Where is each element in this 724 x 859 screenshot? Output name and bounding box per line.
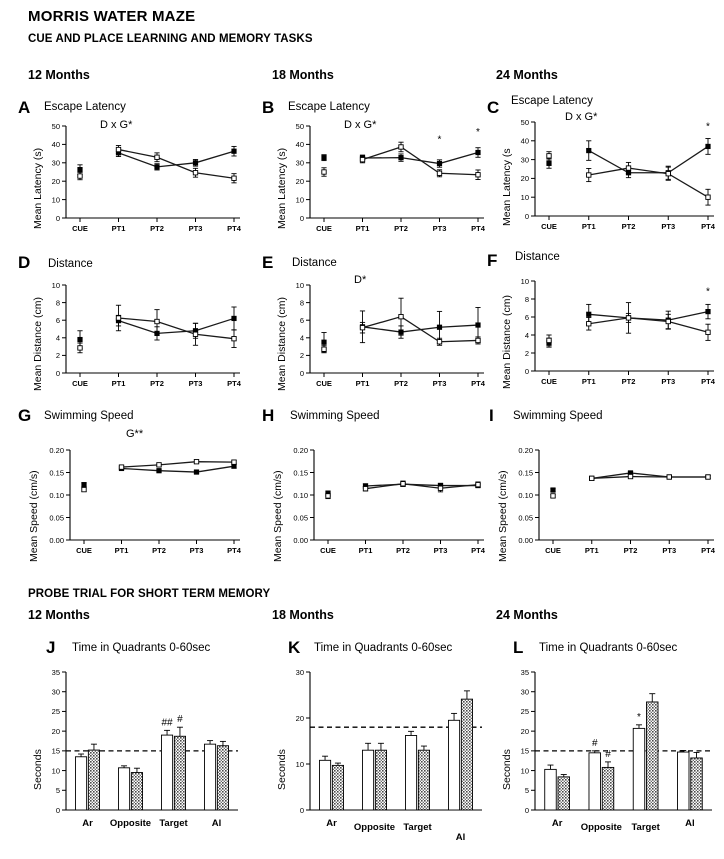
- svg-text:PT1: PT1: [355, 379, 370, 388]
- svg-text:0: 0: [55, 213, 60, 223]
- panel-a-title: Escape Latency: [44, 101, 126, 113]
- panel-e: [262, 251, 492, 399]
- svg-text:20: 20: [51, 726, 60, 736]
- svg-text:8: 8: [299, 298, 304, 308]
- svg-text:4: 4: [299, 333, 304, 343]
- age-label-24-months: 24 Months: [496, 68, 558, 82]
- panel-b-letter: B: [262, 98, 275, 117]
- svg-text:20: 20: [51, 177, 60, 186]
- svg-text:PT3: PT3: [189, 546, 204, 555]
- panel-l-plot: [487, 638, 724, 856]
- svg-text:6: 6: [524, 312, 529, 322]
- svg-text:10: 10: [520, 276, 529, 286]
- svg-text:0.00: 0.00: [49, 535, 64, 545]
- svg-text:6: 6: [55, 316, 60, 325]
- svg-text:PT2: PT2: [394, 224, 408, 233]
- svg-text:0: 0: [524, 211, 529, 221]
- svg-text:PT4: PT4: [701, 222, 715, 231]
- panel-e-plot: [262, 251, 492, 399]
- svg-text:PT3: PT3: [433, 546, 448, 555]
- figure-title: MORRIS WATER MAZE: [28, 8, 196, 25]
- svg-text:PT4: PT4: [471, 224, 485, 233]
- panel-b-plot: [262, 96, 492, 244]
- svg-text:10: 10: [51, 766, 60, 776]
- panel-f-plot: [487, 247, 724, 399]
- svg-text:PT2: PT2: [394, 379, 408, 388]
- panel-f: [487, 247, 724, 399]
- svg-text:0.15: 0.15: [293, 468, 308, 478]
- svg-text:0: 0: [299, 213, 304, 223]
- svg-text:Opposite: Opposite: [580, 822, 622, 833]
- figure-subtitle: CUE AND PLACE LEARNING AND MEMORY TASKS: [28, 33, 313, 45]
- svg-text:20: 20: [520, 174, 529, 184]
- svg-text:PT4: PT4: [471, 379, 485, 388]
- svg-text:0.10: 0.10: [49, 490, 64, 500]
- panel-d-title: Distance: [48, 258, 93, 270]
- panel-i-title: Swimming Speed: [513, 410, 603, 422]
- svg-text:35: 35: [51, 667, 60, 677]
- svg-text:10: 10: [295, 759, 304, 769]
- svg-text:##: ##: [161, 717, 173, 729]
- svg-text:*: *: [706, 286, 710, 298]
- panel-j-ylabel: Seconds: [32, 749, 44, 790]
- panel-b-stat: D x G*: [344, 119, 377, 131]
- age-label-18-months-probe: 18 Months: [272, 608, 334, 622]
- svg-text:PT3: PT3: [662, 546, 677, 555]
- svg-text:*: *: [706, 121, 710, 133]
- svg-text:50: 50: [520, 117, 529, 127]
- svg-text:PT4: PT4: [471, 546, 485, 555]
- svg-text:*: *: [637, 711, 641, 723]
- svg-text:PT2: PT2: [621, 222, 636, 231]
- svg-text:PT1: PT1: [581, 222, 596, 231]
- svg-text:CUE: CUE: [545, 546, 561, 555]
- age-label-12-months-probe: 12 Months: [28, 608, 90, 622]
- svg-text:Target: Target: [159, 818, 188, 829]
- svg-text:25: 25: [51, 707, 60, 717]
- panel-j-title: Time in Quadrants 0-60sec: [72, 642, 211, 654]
- age-label-18-months: 18 Months: [272, 68, 334, 82]
- svg-text:0: 0: [524, 805, 529, 815]
- svg-text:CUE: CUE: [320, 546, 336, 555]
- panel-c-stat: D x G*: [565, 111, 598, 123]
- svg-text:PT2: PT2: [152, 546, 166, 555]
- panel-j: [18, 638, 248, 856]
- svg-text:20: 20: [520, 726, 529, 736]
- svg-text:PT1: PT1: [111, 379, 126, 388]
- svg-text:50: 50: [51, 121, 60, 131]
- panel-a-ylabel: Mean Latency (s): [32, 147, 44, 229]
- panel-e-stat: D*: [354, 274, 367, 286]
- svg-text:PT3: PT3: [188, 224, 203, 233]
- svg-text:0.05: 0.05: [518, 513, 533, 523]
- svg-text:PT3: PT3: [432, 379, 447, 388]
- svg-text:40: 40: [51, 140, 60, 150]
- svg-text:PT3: PT3: [661, 377, 676, 386]
- panel-l-letter: L: [513, 638, 524, 657]
- svg-text:8: 8: [524, 294, 529, 304]
- svg-text:30: 30: [520, 687, 529, 697]
- panel-g-letter: G: [18, 406, 32, 425]
- svg-text:2: 2: [299, 351, 304, 361]
- panel-d-letter: D: [18, 253, 31, 272]
- svg-text:8: 8: [55, 298, 60, 308]
- panel-h-title: Swimming Speed: [290, 410, 380, 422]
- svg-text:30: 30: [295, 667, 304, 677]
- svg-text:PT2: PT2: [621, 377, 636, 386]
- panel-i-plot: [487, 404, 724, 574]
- svg-text:PT1: PT1: [358, 546, 373, 555]
- panel-b: [262, 96, 492, 244]
- svg-text:5: 5: [524, 786, 529, 796]
- panel-c-ylabel: Mean Latency (s: [501, 148, 513, 226]
- panel-h-letter: H: [262, 406, 275, 425]
- panel-i-letter: I: [489, 406, 494, 425]
- svg-text:CUE: CUE: [76, 546, 92, 555]
- svg-text:0: 0: [299, 805, 304, 815]
- panel-l-ylabel: Seconds: [501, 749, 513, 790]
- svg-text:0.10: 0.10: [293, 490, 308, 500]
- svg-text:30: 30: [51, 687, 60, 697]
- svg-text:PT1: PT1: [584, 546, 599, 555]
- svg-text:CUE: CUE: [72, 224, 88, 233]
- svg-text:0.20: 0.20: [49, 445, 64, 455]
- svg-text:*: *: [476, 127, 480, 139]
- svg-text:6: 6: [299, 316, 304, 325]
- svg-text:PT3: PT3: [661, 222, 676, 231]
- panel-l-title: Time in Quadrants 0-60sec: [539, 642, 678, 654]
- svg-text:PT4: PT4: [227, 224, 241, 233]
- panel-i-ylabel: Mean Speed (cm/s): [497, 470, 509, 562]
- panel-d: [18, 251, 248, 399]
- svg-text:2: 2: [524, 348, 529, 358]
- svg-text:10: 10: [520, 193, 529, 202]
- svg-text:Al: Al: [211, 818, 222, 829]
- svg-text:Target: Target: [631, 822, 660, 833]
- panel-b-title: Escape Latency: [288, 101, 370, 113]
- svg-text:#: #: [605, 748, 611, 760]
- svg-text:PT1: PT1: [355, 224, 370, 233]
- svg-text:Opposite: Opposite: [109, 818, 152, 829]
- panel-a-letter: A: [18, 98, 31, 117]
- panel-l: [487, 638, 724, 856]
- svg-text:10: 10: [295, 280, 304, 290]
- svg-text:0.20: 0.20: [518, 445, 533, 455]
- age-label-12-months: 12 Months: [28, 68, 90, 82]
- svg-text:PT2: PT2: [150, 379, 164, 388]
- panel-i: [487, 404, 724, 574]
- svg-text:10: 10: [51, 280, 60, 290]
- svg-text:15: 15: [51, 746, 60, 756]
- panel-j-plot: [18, 638, 248, 856]
- svg-text:0.05: 0.05: [293, 513, 308, 523]
- svg-text:30: 30: [51, 158, 60, 168]
- svg-text:PT3: PT3: [432, 224, 447, 233]
- svg-text:PT1: PT1: [111, 224, 126, 233]
- panel-f-title: Distance: [515, 251, 560, 263]
- panel-g: [18, 404, 248, 574]
- svg-text:0.00: 0.00: [518, 535, 533, 545]
- svg-text:PT2: PT2: [396, 546, 410, 555]
- svg-text:CUE: CUE: [541, 222, 557, 231]
- svg-text:0.05: 0.05: [49, 513, 64, 523]
- svg-text:Target: Target: [403, 822, 432, 833]
- probe-trial-header: PROBE TRIAL FOR SHORT TERM MEMORY: [28, 588, 271, 600]
- svg-text:Al: Al: [455, 832, 466, 843]
- panel-c-title: Escape Latency: [511, 95, 593, 107]
- panel-a: [18, 96, 248, 244]
- svg-text:PT3: PT3: [188, 379, 203, 388]
- svg-text:40: 40: [520, 136, 529, 146]
- svg-text:30: 30: [295, 158, 304, 168]
- svg-text:CUE: CUE: [316, 379, 332, 388]
- svg-text:PT4: PT4: [227, 546, 241, 555]
- panel-e-letter: E: [262, 253, 274, 272]
- panel-g-title: Swimming Speed: [44, 410, 134, 422]
- panel-g-ylabel: Mean Speed (cm/s): [28, 470, 40, 562]
- svg-text:0: 0: [55, 368, 60, 378]
- panel-h-plot: [262, 404, 492, 574]
- age-label-24-months-probe: 24 Months: [496, 608, 558, 622]
- svg-text:*: *: [437, 134, 442, 146]
- svg-text:0.15: 0.15: [518, 468, 533, 478]
- svg-text:0.20: 0.20: [293, 445, 308, 455]
- svg-text:Al: Al: [685, 818, 695, 829]
- panel-k-plot: [262, 638, 492, 856]
- svg-text:PT2: PT2: [150, 224, 164, 233]
- svg-text:0.10: 0.10: [518, 490, 533, 500]
- panel-k-title: Time in Quadrants 0-60sec: [314, 642, 453, 654]
- panel-c-plot: [487, 92, 724, 244]
- svg-text:4: 4: [524, 330, 529, 340]
- svg-text:15: 15: [520, 746, 529, 756]
- svg-text:2: 2: [55, 351, 60, 361]
- panel-d-ylabel: Mean Distance (cm): [32, 297, 44, 391]
- panel-f-ylabel: Mean Distance (cm): [501, 295, 513, 389]
- svg-text:0.00: 0.00: [293, 535, 308, 545]
- svg-text:10: 10: [295, 195, 304, 205]
- panel-b-ylabel: Mean Latency (s): [276, 147, 288, 229]
- svg-text:Ar: Ar: [82, 818, 93, 829]
- svg-text:PT2: PT2: [623, 546, 638, 555]
- panel-f-letter: F: [487, 251, 498, 270]
- svg-text:PT4: PT4: [701, 546, 715, 555]
- svg-text:5: 5: [55, 786, 60, 796]
- svg-text:PT1: PT1: [581, 377, 596, 386]
- svg-text:PT4: PT4: [227, 379, 241, 388]
- panel-e-title: Distance: [292, 257, 337, 269]
- svg-text:40: 40: [295, 140, 304, 150]
- svg-text:Ar: Ar: [326, 818, 337, 829]
- svg-text:10: 10: [51, 195, 60, 205]
- svg-text:0.15: 0.15: [49, 468, 64, 478]
- svg-text:CUE: CUE: [541, 377, 557, 386]
- panel-e-ylabel: Mean Distance (cm): [276, 297, 288, 391]
- svg-text:PT1: PT1: [114, 546, 129, 555]
- panel-a-stat: D x G*: [100, 119, 133, 131]
- panel-j-letter: J: [46, 638, 56, 657]
- svg-text:CUE: CUE: [72, 379, 88, 388]
- svg-text:35: 35: [520, 667, 529, 677]
- svg-text:10: 10: [520, 766, 529, 776]
- panel-a-plot: [18, 96, 248, 244]
- panel-h: [262, 404, 492, 574]
- svg-text:4: 4: [55, 333, 60, 343]
- svg-text:#: #: [177, 714, 183, 726]
- svg-text:Opposite: Opposite: [353, 822, 396, 833]
- svg-text:Ar: Ar: [551, 818, 563, 829]
- svg-text:50: 50: [295, 121, 304, 131]
- panel-c: [487, 92, 724, 244]
- svg-text:0: 0: [524, 366, 529, 376]
- panel-d-plot: [18, 251, 248, 399]
- svg-text:20: 20: [295, 713, 304, 723]
- svg-text:0: 0: [299, 368, 304, 378]
- svg-text:25: 25: [520, 707, 529, 717]
- svg-text:30: 30: [520, 155, 529, 165]
- panel-k-ylabel: Seconds: [276, 749, 288, 790]
- svg-text:#: #: [591, 737, 598, 749]
- svg-text:PT4: PT4: [701, 377, 715, 386]
- svg-text:20: 20: [295, 177, 304, 186]
- panel-c-letter: C: [487, 98, 500, 117]
- panel-k: [262, 638, 492, 856]
- svg-text:CUE: CUE: [316, 224, 332, 233]
- panel-g-stat: G**: [126, 428, 144, 440]
- svg-text:0: 0: [55, 805, 60, 815]
- panel-h-ylabel: Mean Speed (cm/s): [272, 470, 284, 562]
- panel-k-letter: K: [288, 638, 301, 657]
